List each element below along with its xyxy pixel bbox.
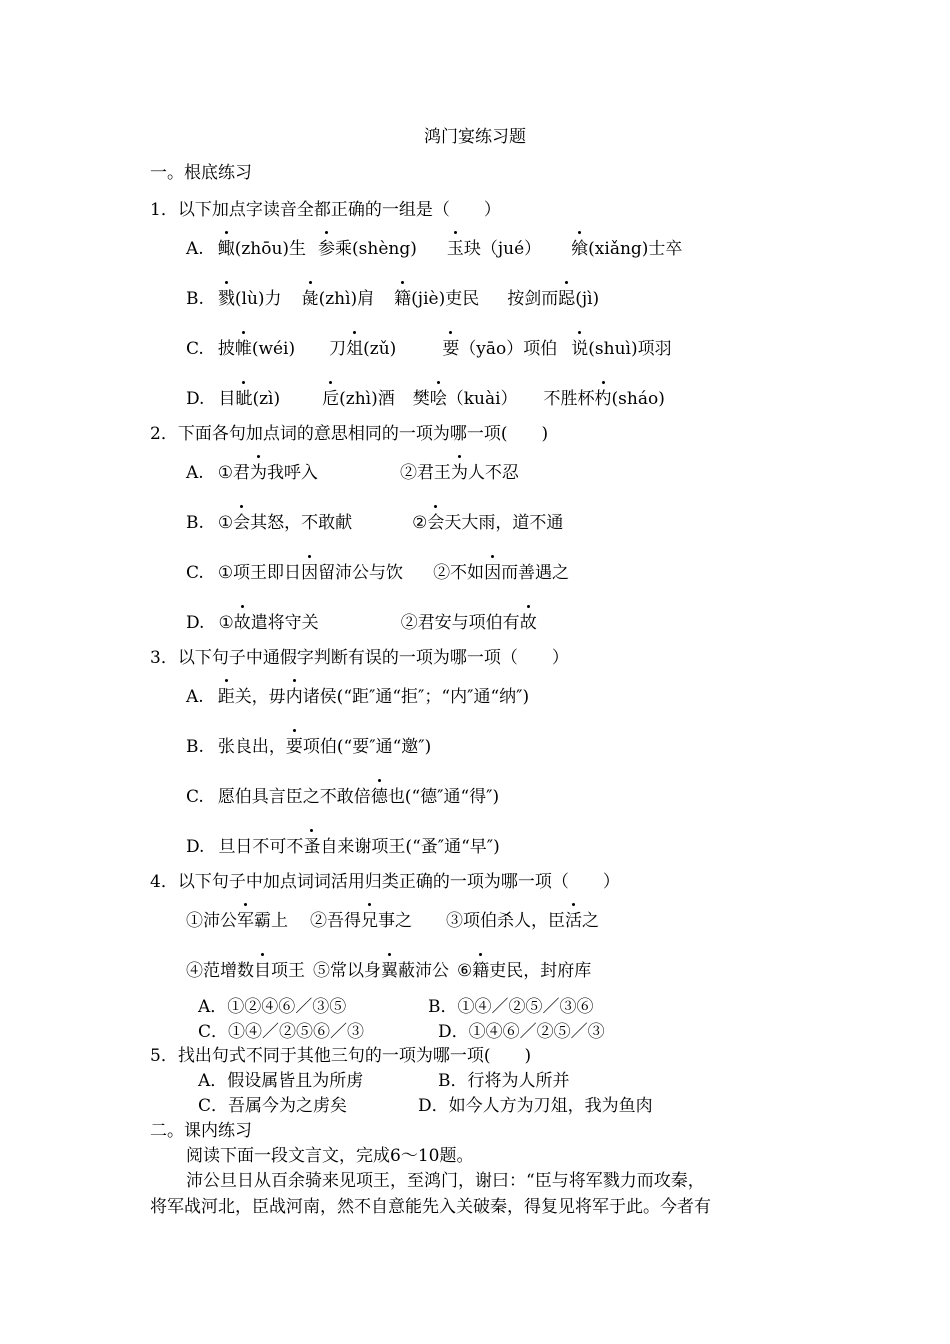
q4-option-a: A．①②④⑥／③⑤ (198, 997, 347, 1017)
option-label: B. (186, 737, 204, 757)
dotted-char: 飨 (571, 239, 589, 259)
q2-option-d: D. ①故遣将守关 ②君安与项伯有故 (186, 613, 537, 633)
q4-row-1: ①沛公军霸上 ②吾得兄事之 ③项伯杀人，臣活之 (186, 911, 599, 931)
dotted-char: 兄 (361, 911, 378, 931)
q2-option-a: A. ①君为我呼入 ②君王为人不忍 (186, 463, 519, 483)
q2-option-c: C. ①项王即日因留沛公与饮 ②不如因而善遇之 (186, 563, 570, 583)
dotted-char: 眦 (235, 389, 253, 409)
dotted-char: 哙 (429, 389, 447, 409)
dotted-char: 蚤 (303, 837, 321, 857)
dotted-char: 玉 (446, 239, 464, 259)
dotted-char: 跽 (558, 289, 576, 309)
q5-stem: 5．找出句式不同于其他三句的一项为哪一项( ) (150, 1046, 532, 1066)
q5-option-d: D．如今人方为刀俎，我为鱼肉 (418, 1096, 653, 1116)
dotted-char: 因 (301, 563, 319, 583)
q1-stem: 1．以下加点字读音全都正确的一组是（ ） (150, 200, 501, 220)
option-label: B. (186, 289, 204, 309)
dotted-char: 德 (370, 787, 388, 807)
option-label: A. (186, 463, 204, 483)
dotted-char: 戮 (217, 289, 235, 309)
passage-line-2: 将军战河北，臣战河南，然不自意能先入关破秦，得复见将军于此。今者有 (150, 1197, 711, 1217)
q3-option-d: D. 旦日不可不蚤自来谢项王(“蚤″通“早″) (186, 837, 500, 857)
dotted-char: 说 (571, 339, 589, 359)
page-title: 鸿门宴练习题 (424, 127, 526, 147)
dotted-char: 为 (450, 463, 468, 483)
q3-option-c: C. 愿伯具言臣之不敢倍德也(“德″通“得″) (186, 787, 500, 807)
q3-option-a: A. 距关，毋内诸侯(“距″通“拒″；“内″通“纳″) (186, 687, 530, 707)
passage-intro: 阅读下面一段文言文，完成6～10题。 (186, 1146, 474, 1166)
q1-option-a: A. 鲰(zhōu)生 参乘(shèng) 玉玦（jué） 飨(xiǎng)士卒 (186, 239, 683, 259)
q4-option-b: B．①④／②⑤／③⑥ (428, 997, 594, 1017)
option-label: D. (186, 389, 205, 409)
dotted-char: 军 (237, 911, 254, 931)
q5-option-a: A．假设属皆且为所虏 (198, 1071, 364, 1091)
dotted-char: 故 (233, 613, 251, 633)
q3-stem: 3．以下句子中通假字判断有误的一项为哪一项（ ） (150, 648, 569, 668)
dotted-char: 故 (519, 613, 537, 633)
q2-option-b: B. ①会其怒，不敢献 ②会天大雨，道不通 (186, 513, 564, 533)
q4-option-d: D．①④⑥／②⑤／③ (438, 1022, 605, 1042)
dotted-char: 俎 (346, 339, 364, 359)
option-label: D. (186, 837, 205, 857)
option-label: D. (186, 613, 205, 633)
q4-row-2: ④范增数目项王 ⑤常以身翼蔽沛公 ⑥籍吏民，封府库 (186, 961, 592, 981)
q4-stem: 4．以下句子中加点词词活用归类正确的一项为哪一项（ ） (150, 872, 620, 892)
dotted-char: 距 (217, 687, 235, 707)
dotted-char: 杓 (594, 389, 612, 409)
dotted-char: 彘 (301, 289, 319, 309)
q1-option-d: D. 目眦(zì) 卮(zhì)酒 樊哙（kuài） 不胜杯杓(sháo) (186, 389, 665, 409)
dotted-char: 为 (249, 463, 267, 483)
q5-option-b: B．行将为人所并 (438, 1071, 570, 1091)
dotted-char: 籍 (472, 961, 490, 981)
dotted-char: 帷 (234, 339, 252, 359)
q1-option-c: C. 披帷(wéi) 刀俎(zǔ) 要（yāo）项伯 说(shuì)项羽 (186, 339, 672, 359)
dotted-char: 活 (565, 911, 582, 931)
q5-option-c: C．吾属今为之虏矣 (198, 1096, 348, 1116)
dotted-char: 参 (318, 239, 336, 259)
dotted-char: 要 (442, 339, 460, 359)
dotted-char: 目 (254, 961, 271, 981)
q2-stem: 2．下面各句加点词的意思相同的一项为哪一项( ) (150, 424, 549, 444)
q4-option-c: C．①④／②⑤⑥／③ (198, 1022, 365, 1042)
passage-line-1: 沛公旦日从百余骑来见项王，至鸿门，谢曰：“臣与将军戮力而攻秦， (186, 1171, 705, 1191)
dotted-char: 内 (285, 687, 303, 707)
dotted-char: 因 (484, 563, 502, 583)
option-label: C. (186, 339, 204, 359)
option-label: C. (186, 563, 204, 583)
dotted-char: 翼 (381, 961, 398, 981)
option-label: C. (186, 787, 204, 807)
section-2-heading: 二。课内练习 (150, 1121, 252, 1141)
option-label: A. (186, 239, 204, 259)
dotted-char: 要 (285, 737, 303, 757)
dotted-char: 鲰 (217, 239, 235, 259)
dotted-char: 籍 (394, 289, 412, 309)
dotted-char: 会 (427, 513, 445, 533)
q3-option-b: B. 张良出，要项伯(“要″通“邀″) (186, 737, 432, 757)
dotted-char: 会 (233, 513, 251, 533)
option-label: A. (186, 687, 204, 707)
option-label: B. (186, 513, 204, 533)
q1-option-b: B. 戮(lù)力 彘(zhì)肩 籍(jiè)吏民 按剑而跽(jì) (186, 289, 600, 309)
section-1-heading: 一。根底练习 (150, 163, 252, 183)
dotted-char: 卮 (322, 389, 340, 409)
